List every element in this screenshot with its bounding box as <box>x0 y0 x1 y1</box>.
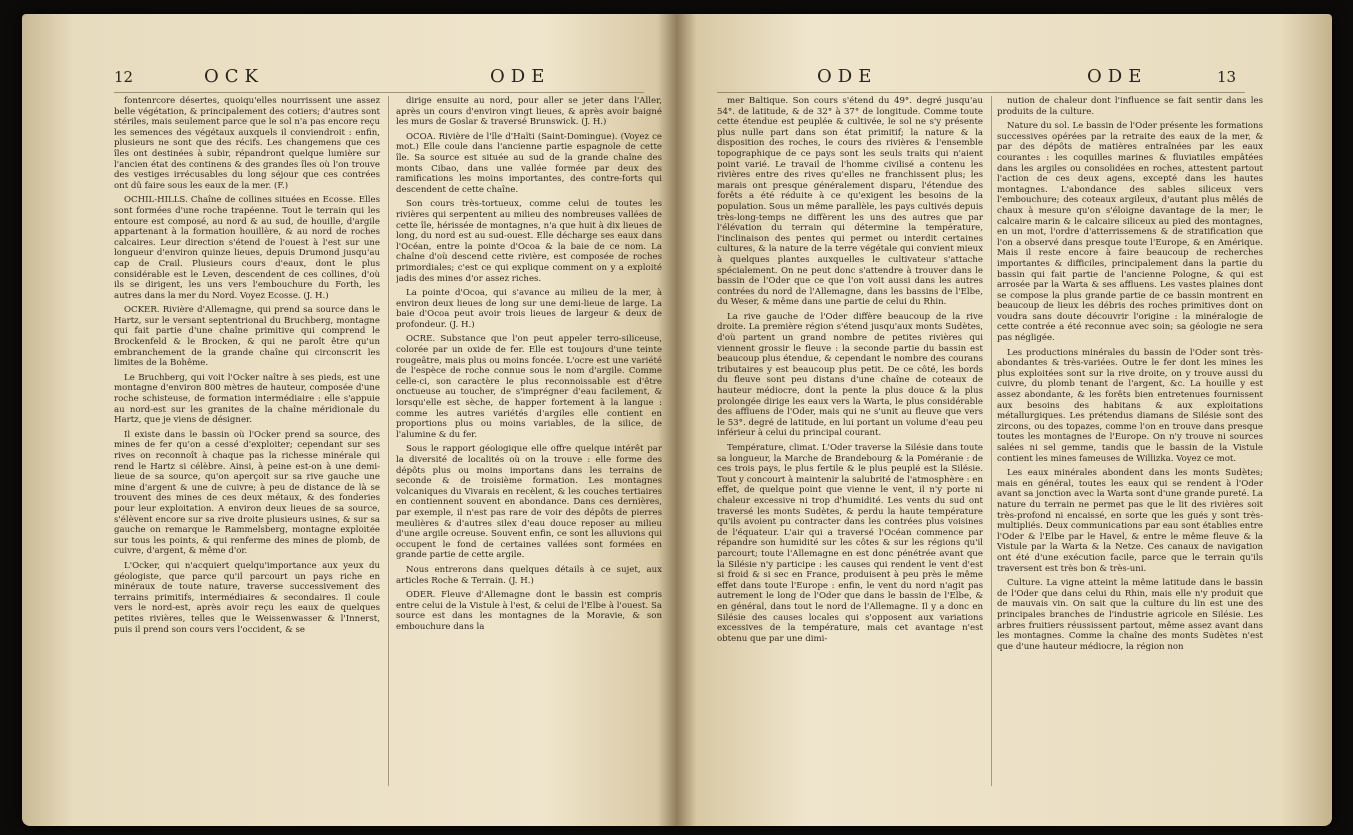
column-2 <box>396 96 662 796</box>
page-number: 12 <box>114 68 134 86</box>
paragraph: La rive gauche de l'Oder diffère beaucoup de la rive droite. La première région s'étend jusqu'aux monts Sudètes, d'où partent un grand nombre de petites rivières qui viennent grossir le fleuve : la seconde partie du bassin est beaucoup plus étendue, & cependant le nombre des courans tributaires y est beaucoup plus petit. De ce côté, les bords du fleuve sont peu distans d'une chaîne de coteaux de hauteur médiocre, dont la pente la plus douce & la plus prolongée dirige les eaux vers la Warta, le plus considérable des affluens de l'Oder, mais qui ne s'unit au fleuve que vers le 53°. degré de latitude, en lui portant un volume d'eau peu inférieur à celui du principal courant. <box>717 311 983 439</box>
header-rule <box>114 92 644 93</box>
paragraph: fontenrcore désertes, quoiqu'elles nourrissent une assez belle végétation, & principalement des cotiers; d'autres sont stériles, mais seulement parce que le sol n'a pas encore reçu les semences des végétaux auxquels il conviendroit : enfin, plusieurs ne sont que des récifs. Les changemens que ces îles ont destinées à subir, répandront quelque lumière sur l'ancien état des continens & des grandes îles où l'on trouve des vestiges irrécusables du long séjour que ces contrées ont dû faire sous les eaux de la mer. (F.) <box>114 96 380 191</box>
header-headword-left: ODE <box>817 66 878 87</box>
paragraph: Température, climat. L'Oder traverse la Silésie dans toute sa longueur, la Marche de Brandebourg & la Poméranie : de ces trois pays, le plus fertile & le plus peuplé est la Silésie. Tout y concourt à maintenir la salubrité de l'atmosphère : en effet, de quelque point que vienne le vent, il n'y porte ni chaleur excessive ni trop d'humidité. Les vents du sud ont traversé les monts Sudètes, & perdu la haute température qu'ils avoient pu contracter dans les contrées plus voisines de l'équateur. L'air qui a traversé l'Océan commence par répandre son humidité sur les côtes & sur les régions qu'il parcourt; toute l'Allemagne en est donc pénétrée avant que la Silésie n'y participe : les causes qui rendent le vent d'est si froid & si sec en France, produisent à peu près le même effet dans toute l'Europe : enfin, le vent du nord n'agit pas autrement le long de l'Oder que dans le bassin de l'Elbe, & en général, dans tout le nord de l'Allemagne. Il y a donc en Silésie des causes locales qui s'opposent aux variations excessives de la température, mais cet avantage n'est obtenu que par une dimi- <box>717 443 983 644</box>
paragraph: OCOA. Rivière de l'île d'Haïti (Saint-Domingue). (Voyez ce mot.) Elle coule dans l'ancienne partie espagnole de cette île. Sa source est située au sud de la grande chaîne des monts Cibao, dans une vallée formée par deux des ramifications les moins importantes, des contre-forts qui descendent de cette chaîne. <box>396 131 662 195</box>
paragraph: La pointe d'Ocoa, qui s'avance au milieu de la mer, à environ deux lieues de long sur une demi-lieue de large. La baie d'Ocoa peut avoir trois lieues de largeur & deux de profondeur. (J. H.) <box>396 288 662 330</box>
paragraph: Sous le rapport géologique elle offre quelque intérêt par la diversité de localités où on la trouve : elle forme des dépôts plus ou moins importans dans les terrains de seconde & de troisième formation. Les montagnes volcaniques du Vivarais en recèlent, & les couches tertiaires en contiennent souvent en abondance. Dans ces dernières, par exemple, il n'est pas rare de voir des dépôts de pierres meulières & d'autres silex d'eau douce reposer au milieu d'une argile ocreuse. Souvent enfin, ce sont les alluvions qui occupent le fond de certaines vallées sont formées en grande partie de cette argile. <box>396 444 662 561</box>
paragraph: Les productions minérales du bassin de l'Oder sont très-abondantes & très-variées. Outre le fer dont les mines les plus exploitées sont sur la rive droite, on y trouve aussi du cuivre, du plomb tenant de l'argent, &c. La houille y est assez abondante, & les forêts bien entretenues fournissent aux besoins des habitans & aux exploitations métallurgiques. Les prétendus diamans de Silésie sont des zircons, ou des topazes, comme l'on en trouve dans presque toutes les montagnes de l'Europe. On n'y trouve ni sources salées ni sel gemme, tandis que le bassin de la Vistule contient les mines fameuses de Willizka. Voyez ce mot. <box>997 347 1263 464</box>
paragraph: ODER. Fleuve d'Allemagne dont le bassin est compris entre celui de la Vistule à l'est, & celui de l'Elbe à l'ouest. Sa source est dans les montagnes de la Moravie, & son embouchure dans la <box>396 590 662 632</box>
paragraph: Les eaux minérales abondent dans les monts Sudètes; mais en général, toutes les eaux qui se rendent à l'Oder avant sa jonction avec la Warta sont d'une grande pureté. La nature du terrain ne permet pas que le lit des rivières soit très-profond ni encaissé, en sorte que les gués y sont très-multipliés. Deux communications par eau sont établies entre l'Oder & l'Elbe par le Havel, & entre le même fleuve & la Vistule par la Warta & la Netze. Ces canaux de navigation ont été d'une exécution facile, parce que le terrain qu'ils traversent est très bon & très-uni. <box>997 468 1263 574</box>
paragraph: Culture. La vigne atteint la même latitude dans le bassin de l'Oder que dans celui du Rhin, mais elle n'y produit que de mauvais vin. On sait que la culture du lin est une des principales branches de l'industrie agricole en Silésie. Les arbres fruitiers réussissent partout, même assez avant dans les montagnes. Comme la chaîne des monts Sudètes n'est que d'une hauteur médiocre, la région non <box>997 578 1263 652</box>
paragraph: OCKER. Rivière d'Allemagne, qui prend sa source dans le Hartz, sur le versant septentrional du Bruchberg, montagne qui fait partie d'une chaîne primitive qui comprend le Brockenfeld & le Brocken, & qui ne paroît être qu'un embranchement de la grande chaîne qui circonscrit les limites de la Bohême. <box>114 305 380 369</box>
paragraph: nution de chaleur dont l'influence se fait sentir dans les produits de la culture. <box>997 96 1263 117</box>
header-rule <box>717 92 1245 93</box>
column-separator <box>388 96 389 786</box>
column-1 <box>114 96 380 796</box>
header-headword-left: OCK <box>204 66 264 87</box>
column-1 <box>717 96 983 796</box>
paragraph: Le Bruchberg, qui voit l'Ocker naître à ses pieds, est une montagne d'environ 800 mètres de hauteur, composée d'une roche schisteuse, de formation intermédiaire : elle s'appuie au nord-est sur les granites de la chaîne méridionale du Hartz, que je viens de désigner. <box>114 372 380 426</box>
right-page <box>677 14 1332 826</box>
paragraph: dirige ensuite au nord, pour aller se jeter dans l'Aller, après un cours d'environ vingt lieues, & après avoir baigné les murs de Goslar & traversé Brunswick. (J. H.) <box>396 96 662 128</box>
paragraph: OCHIL-HILLS. Chaîne de collines situées en Ecosse. Elles sont formées d'une roche trapéenne. Tout le terrain qui les entoure est composé, au nord & au sud, de houille, d'argile appartenant à la formation houillère, & au nord de roches calcaires. Leur direction s'étend de l'ouest à l'est sur une longueur d'environ quinze lieues, depuis Drumond jusqu'au cap de Crail. Plusieurs cours d'eaux, dont le plus considérable est le Leven, descendent de ces collines, d'où ils se dirigent, les uns vers l'embouchure du Forth, les autres dans la mer du Nord. Voyez Ecosse. (J. H.) <box>114 195 380 301</box>
paragraph: Il existe dans le bassin où l'Ocker prend sa source, des mines de fer qu'on a cessé d'exploiter; cependant sur ses rives on reconnoît à chaque pas la richesse minérale qui rend le Hartz si célèbre. Ainsi, à peine est-on à une demi-lieue de sa source, qu'on aperçoit sur sa rive gauche une mine d'argent & une de cuivre; à peu de distance de là se trouvent des mines de ces deux métaux, & des fonderies pour leur exploitation. A environ deux lieues de sa source, s'élèvent encore sur sa rive droite plusieurs usines, & sur sa gauche on remarque le Rammelsberg, montagne exploitée sur tous les points, & qui renferme des mines de plomb, de cuivre, d'argent, & même d'or. <box>114 429 380 557</box>
book-spread <box>22 14 1332 826</box>
paragraph: Son cours très-tortueux, comme celui de toutes les rivières qui serpentent au milieu des nombreuses vallées de cette île, hérissée de montagnes, n'a que huit à dix lieues de long, du nord est au sud-ouest. Elle décharge ses eaux dans l'Océan, entre la pointe d'Ocoa & la baie de ce nom. La chaîne d'où descend cette rivière, est composée de roches primordiales; c'est ce qui explique comment on y a exploité jadis des mines d'or assez riches. <box>396 199 662 284</box>
column-separator <box>991 96 992 786</box>
header-headword-right: ODE <box>490 66 551 87</box>
right-running-head <box>677 66 1332 90</box>
paragraph: L'Ocker, qui n'acquiert quelqu'importance aux yeux du géologiste, que parce qu'il parcourt un pays riche en minéraux de toute nature, traverse successivement des terrains primitifs, intermédiaires & secondaires. Il coule vers le nord-est, après avoir reçu les eaux de quelques petites rivières, telles que le Weissenwasser & l'Innerst, puis il prend son cours vers l'occident, & se <box>114 560 380 635</box>
left-page <box>22 14 677 826</box>
column-2 <box>997 96 1263 796</box>
paragraph: Nature du sol. Le bassin de l'Oder présente les formations successives opérées par la retraite des eaux de la mer, & par des dépôts de matières entraînées par les eaux courantes : les coquilles marines & fluviatiles empâtées dans les argiles ou consolidées en roches, attestent partout l'action de ces deux agens, excepté dans les hautes montagnes. L'abondance des sables siliceux vers l'embouchure; des coteaux argileux, d'autant plus mêlés de chaux à mesure qu'on s'éloigne davantage de la mer; le calcaire marin & le calcaire siliceux au pied des montagnes, en un mot, l'ordre d'atterrissemens & de stratification que l'on a observé dans presque toute l'Europe, & en Amérique. Mais il reste encore à faire beaucoup de recherches importantes & difficiles, principalement dans la partie du bassin qui fait partie de l'ancienne Pologne, & qui est arrosée par la Warta & ses affluens. Les vastes plaines dont se compose la plus grande partie de ce bassin montrent en beaucoup de lieux les débris des roches primitives dont on voudra sans doute découvrir l'origine : la minéralogie de cette contrée a été reconnue avec soin; sa géologie ne sera pas négligée. <box>997 121 1263 344</box>
page-number: 13 <box>1217 68 1237 86</box>
paragraph: OCRE. Substance que l'on peut appeler terro-siliceuse, colorée par un oxide de fer. Elle est toujours d'une teinte rougeâtre, mais plus ou moins foncée. L'ocre est une variété de l'espèce de roche connue sous le nom d'argile. Comme celle-ci, son caractère le plus reconnoissable est d'être onctueuse au toucher, de s'imprégner d'eau facilement, & lorsqu'elle est sèche, de happer fortement à la langue : comme les autres variétés d'argiles elle contient en proportions plus ou moins variables, de la silice, de l'alumine & du fer. <box>396 334 662 440</box>
left-running-head <box>22 66 677 90</box>
paragraph: mer Baltique. Son cours s'étend du 49°. degré jusqu'au 54°. de latitude, & de 32° à 37° de longitude. Comme toute cette étendue est peuplée & cultivée, le sol ne s'y présente plus nulle part dans son état primitif; la nature & la disposition des roches, le cours des rivières & l'ensemble topographique de ce pays sont les seuls traits qui n'aient point varié. Le travail de l'homme civilisé a contenu les rivières entre des rives qu'elles ne franchissent plus; les marais ont presque généralement disparu, l'étendue des forêts a été réduite à ce qu'exigent les besoins de la population. Sous un même parallèle, les pays cultivés depuis très-long-temps ne diffèrent les uns des autres que par l'élévation du terrain qui détermine la température, l'inclinaison des pentes qui permet ou interdit certaines cultures, & la nature de la terre végétale qui convient mieux à quelques plantes auxquelles le cultivateur s'attache spécialement. On ne peut donc s'attendre à trouver dans le bassin de l'Oder que ce que l'on voit aussi dans les autres contrées du nord de l'Allemagne, dans les bassins de l'Elbe, du Weser, & même dans une partie de celui du Rhin. <box>717 96 983 308</box>
header-headword-right: ODE <box>1087 66 1148 87</box>
paragraph: Nous entrerons dans quelques détails à ce sujet, aux articles Roche & Terrain. (J. H.) <box>396 564 662 586</box>
